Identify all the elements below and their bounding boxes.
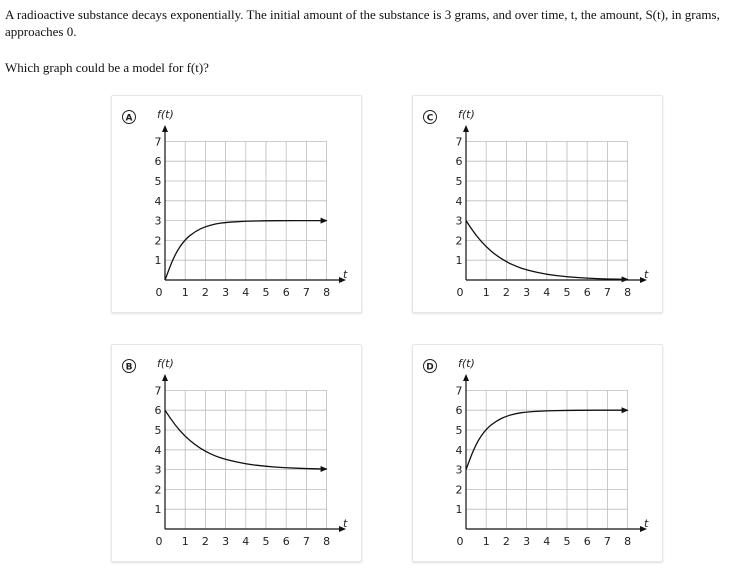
- y-tick-label: 3: [455, 214, 463, 228]
- x-tick-label: 4: [543, 535, 551, 548]
- answer-option-b[interactable]: [111, 344, 362, 562]
- y-axis-arrow: [463, 374, 469, 381]
- y-tick-label: 6: [154, 155, 162, 169]
- x-tick-label: 2: [201, 535, 209, 548]
- x-tick-label: 8: [323, 535, 331, 548]
- x-tick-label: 3: [523, 286, 531, 299]
- x-tick-label: 1: [482, 286, 490, 299]
- answer-option-a[interactable]: [111, 95, 362, 313]
- y-axis-arrow: [162, 125, 168, 132]
- y-tick-label: 4: [455, 443, 463, 457]
- y-axis-label: f(t): [458, 108, 475, 121]
- y-tick-label: 2: [154, 234, 162, 248]
- option-letter: D: [426, 362, 434, 373]
- x-axis-label: t: [343, 517, 348, 530]
- x-tick-label: 1: [482, 535, 490, 548]
- y-tick-label: 4: [154, 443, 162, 457]
- y-tick-label: 6: [455, 404, 463, 418]
- y-tick-label: 3: [154, 214, 162, 228]
- x-tick-label: 5: [262, 286, 270, 299]
- y-tick-label: 2: [154, 483, 162, 497]
- answer-option-c[interactable]: [412, 95, 663, 313]
- x-tick-label: 1: [181, 286, 189, 299]
- y-tick-label: 5: [455, 424, 463, 437]
- y-axis-label: f(t): [157, 357, 174, 370]
- x-tick-label: 3: [222, 286, 230, 299]
- y-tick-label: 5: [154, 424, 162, 437]
- x-tick-label: 8: [323, 286, 331, 299]
- x-tick-label: 8: [624, 535, 632, 548]
- x-tick-label: 2: [201, 286, 209, 299]
- y-tick-label: 5: [455, 175, 463, 188]
- x-tick-label: 0: [456, 535, 464, 548]
- option-letter: B: [125, 362, 133, 373]
- x-tick-label: 3: [222, 535, 230, 548]
- x-tick-label: 7: [603, 535, 611, 548]
- option-letter: A: [125, 113, 133, 124]
- x-tick-label: 4: [242, 286, 250, 299]
- x-tick-label: 4: [242, 535, 250, 548]
- option-graph: [413, 345, 662, 561]
- x-tick-label: 5: [563, 286, 571, 299]
- y-tick-label: 6: [154, 404, 162, 418]
- option-letter: C: [426, 113, 434, 124]
- y-tick-label: 6: [455, 155, 463, 169]
- x-tick-label: 2: [502, 286, 510, 299]
- y-tick-label: 2: [455, 483, 463, 497]
- y-tick-label: 1: [154, 254, 162, 268]
- x-tick-label: 3: [523, 535, 531, 548]
- y-tick-label: 4: [455, 194, 463, 208]
- x-tick-label: 7: [302, 535, 310, 548]
- answer-option-d[interactable]: [412, 344, 663, 562]
- x-tick-label: 2: [502, 535, 510, 548]
- y-tick-label: 3: [154, 463, 162, 477]
- y-tick-label: 7: [455, 384, 463, 398]
- question-line-2: approaches 0.: [5, 24, 77, 39]
- x-axis-label: t: [343, 268, 348, 281]
- x-tick-label: 6: [583, 535, 591, 548]
- y-axis-arrow: [162, 374, 168, 381]
- x-tick-label: 0: [155, 535, 163, 548]
- y-tick-label: 4: [154, 194, 162, 208]
- question-prompt: Which graph could be a model for f(t)?: [5, 60, 209, 75]
- y-tick-label: 2: [455, 234, 463, 248]
- x-tick-label: 5: [563, 535, 571, 548]
- y-tick-label: 7: [154, 384, 162, 398]
- x-tick-label: 8: [624, 286, 632, 299]
- y-tick-label: 1: [455, 254, 463, 268]
- y-tick-label: 1: [455, 503, 463, 517]
- y-axis-label: f(t): [458, 357, 475, 370]
- option-graph: [112, 96, 361, 312]
- x-axis-label: t: [644, 517, 649, 530]
- x-tick-label: 5: [262, 535, 270, 548]
- question-text: [5, 6, 741, 40]
- x-tick-label: 1: [181, 535, 189, 548]
- x-tick-label: 6: [282, 286, 290, 299]
- x-tick-label: 7: [302, 286, 310, 299]
- x-axis-label: t: [644, 268, 649, 281]
- y-tick-label: 7: [154, 135, 162, 149]
- x-tick-label: 6: [282, 535, 290, 548]
- y-tick-label: 7: [455, 135, 463, 149]
- x-tick-label: 7: [603, 286, 611, 299]
- y-tick-label: 5: [154, 175, 162, 188]
- y-axis-label: f(t): [157, 108, 174, 121]
- x-tick-label: 6: [583, 286, 591, 299]
- y-axis-arrow: [463, 125, 469, 132]
- x-tick-label: 4: [543, 286, 551, 299]
- y-tick-label: 3: [455, 463, 463, 477]
- question-line-1: A radioactive substance decays exponentially. The initial amount of the substance is 3 grams, and over time, t, the amount, S(t), in grams,: [5, 7, 720, 22]
- x-tick-label: 0: [155, 286, 163, 299]
- x-tick-label: 0: [456, 286, 464, 299]
- y-tick-label: 1: [154, 503, 162, 517]
- option-graph: [112, 345, 361, 561]
- option-graph: [413, 96, 662, 312]
